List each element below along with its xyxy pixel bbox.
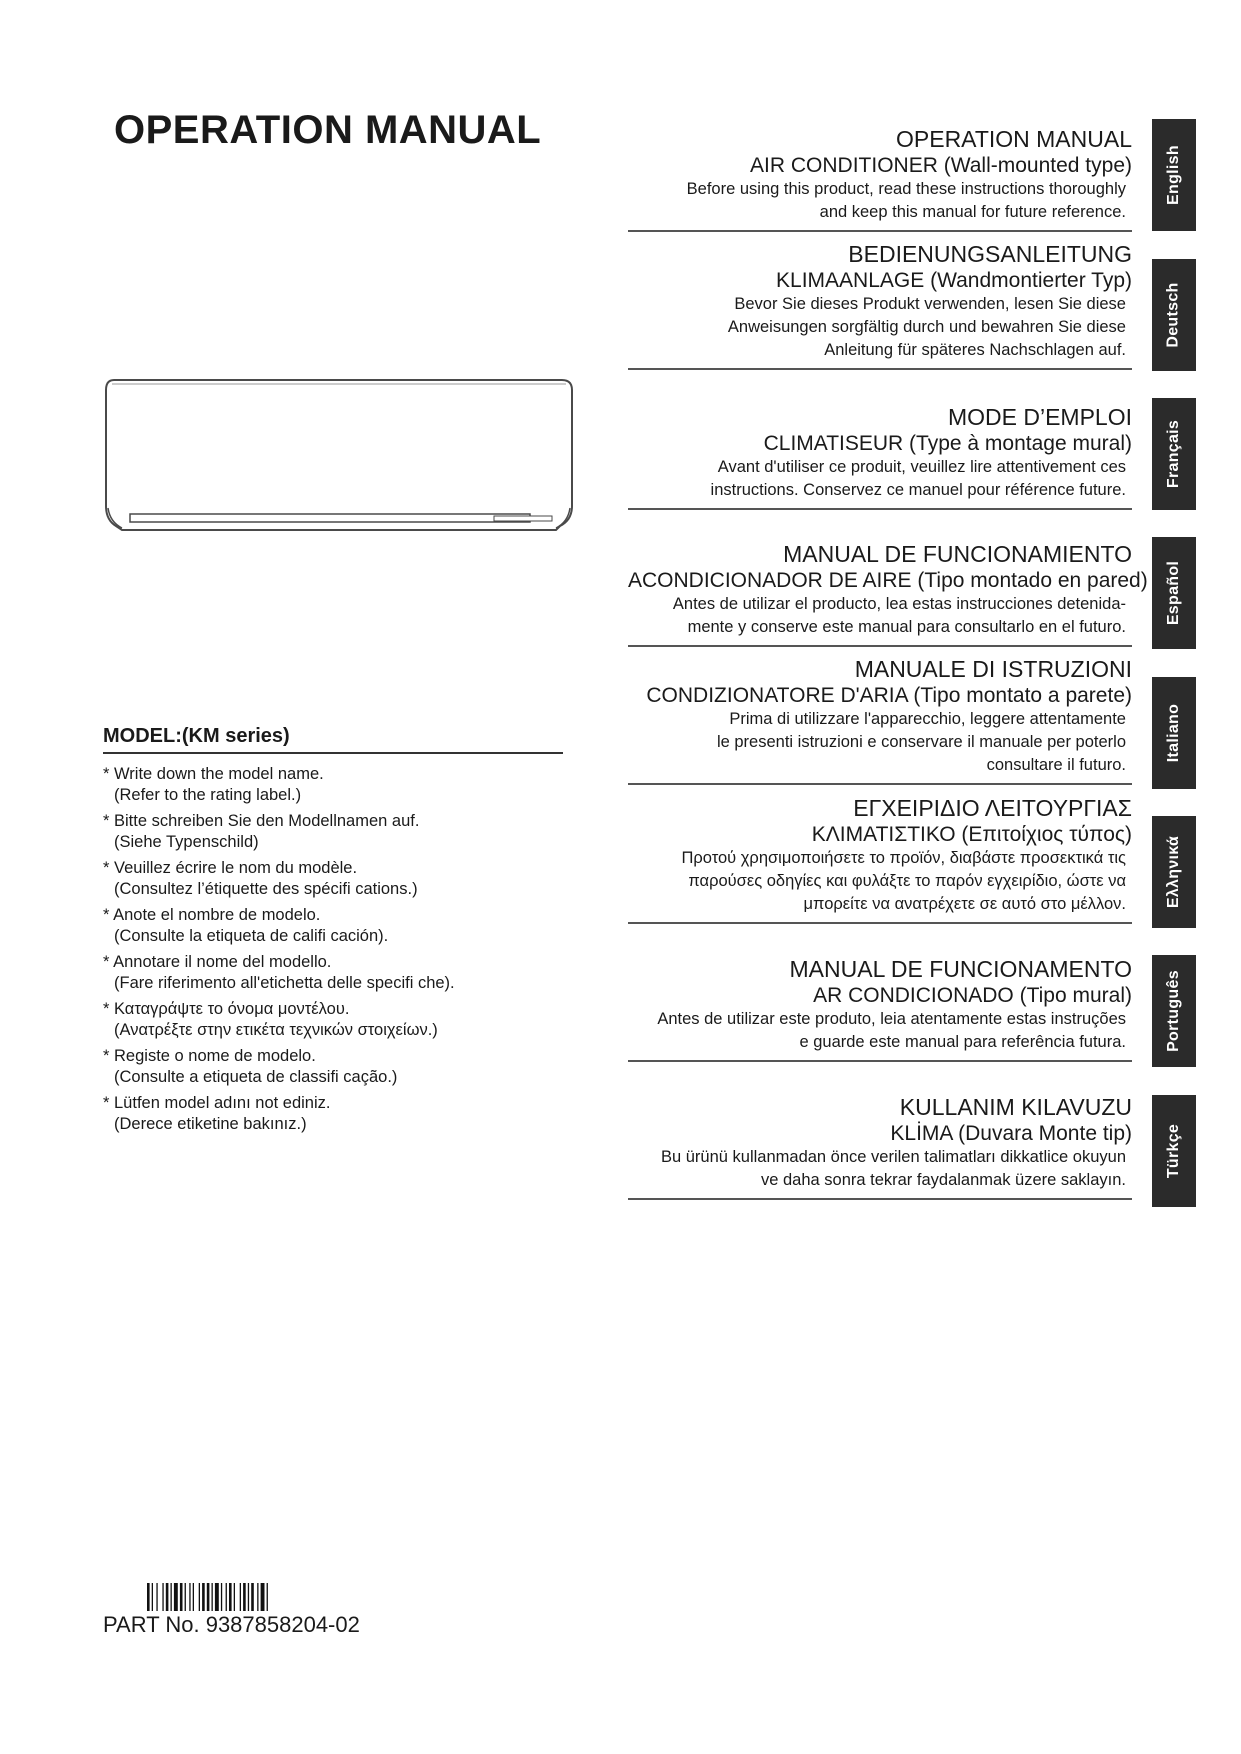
section-francais [628, 404, 1132, 510]
barcode-bar [215, 1583, 219, 1611]
section-subtitle: AIR CONDITIONER (Wall-mounted type) [750, 154, 1132, 177]
model-note [103, 1046, 573, 1087]
section-title: MANUALE DI ISTRUZIONI [854, 656, 1132, 682]
tab-francais[interactable] [1152, 398, 1196, 510]
barcode-bar [193, 1583, 194, 1611]
note-reference: (Refer to the rating label.) [114, 785, 302, 804]
barcode-bar [257, 1583, 258, 1611]
tab-portugues[interactable] [1152, 955, 1196, 1067]
barcode-bar [234, 1583, 235, 1611]
model-note [103, 764, 573, 805]
barcode-bar [240, 1583, 241, 1611]
section-title: MANUAL DE FUNCIONAMIENTO [783, 541, 1132, 567]
section-ellinika [628, 795, 1132, 924]
section-description [628, 1146, 1132, 1192]
tab-deutsch[interactable] [1152, 259, 1196, 371]
section-title: MODE D’EMPLOI [947, 404, 1132, 430]
section-description [628, 708, 1132, 777]
part-number: PART No. 9387858204-02 [103, 1612, 360, 1637]
desc-line: and keep this manual for future reference. [819, 203, 1126, 221]
note-instruction: * Annotare il nome del modello. [103, 953, 332, 971]
barcode-bar [226, 1583, 227, 1611]
note-instruction: * Καταγράψτε το όνομα μοντέλου. [103, 1000, 350, 1018]
section-title: OPERATION MANUAL [896, 126, 1132, 152]
section-description [628, 593, 1132, 639]
note-instruction: * Anote el nombre de modelo. [103, 906, 321, 924]
tab-turkce[interactable] [1152, 1095, 1196, 1207]
desc-line: μπορείτε να ανατρέχετε σε αυτό στο μέλλον. [803, 895, 1126, 913]
section-description [628, 293, 1132, 362]
section-title: MANUAL DE FUNCIONAMENTO [789, 956, 1132, 982]
note-instruction: * Bitte schreiben Sie den Modellnamen auf. [103, 812, 420, 830]
model-note [103, 905, 573, 946]
barcode-bar [199, 1583, 200, 1611]
desc-line: Prima di utilizzare l'apparecchio, leggere attentamente [729, 710, 1126, 728]
barcode-bar [207, 1583, 210, 1611]
note-reference: (Fare riferimento all'etichetta delle specifi che). [114, 973, 455, 992]
section-title: KULLANIM KILAVUZU [899, 1094, 1132, 1120]
barcode-bar [166, 1583, 169, 1611]
tab-ellinika[interactable] [1152, 816, 1196, 928]
tab-label: Português [1165, 970, 1183, 1052]
desc-line: Avant d'utiliser ce produit, veuillez lire attentivement ces [717, 458, 1126, 476]
tab-espanol[interactable] [1152, 537, 1196, 649]
note-instruction: * Registe o nome de modelo. [103, 1047, 316, 1065]
tab-label: Deutsch [1165, 282, 1183, 348]
tab-label: Türkçe [1165, 1123, 1182, 1179]
barcode-bar [156, 1583, 157, 1611]
barcode-bar [251, 1583, 254, 1611]
barcode-bar [171, 1583, 172, 1611]
barcode-bar [147, 1583, 150, 1611]
section-english [628, 126, 1132, 232]
desc-line: ve daha sonra tekrar faydalanmak üzere saklayın. [760, 1171, 1126, 1189]
model-heading: MODEL:(KM series) [103, 725, 563, 754]
section-title: ΕΓΧΕΙΡΙΔΙΟ ΛΕΙΤΟΥΡΓΙΑΣ [853, 795, 1132, 821]
section-description [628, 847, 1132, 916]
note-instruction: * Veuillez écrire le nom du modèle. [103, 859, 358, 877]
section-subtitle: KLİMA (Duvara Monte tip) [890, 1122, 1132, 1145]
barcode-bar [229, 1583, 232, 1611]
note-reference: (Siehe Typenschild) [114, 832, 259, 851]
barcode-bar [267, 1583, 268, 1611]
desc-line: Before using this product, read these instructions thoroughly [686, 180, 1126, 198]
barcode-bar [174, 1583, 178, 1611]
note-instruction: * Lütfen model adını not ediniz. [103, 1094, 331, 1112]
barcode-bar [180, 1583, 183, 1611]
tab-label: Español [1165, 560, 1182, 626]
desc-line: e guarde este manual para referência futura. [799, 1033, 1126, 1051]
note-reference: (Derece etiketine bakınız.) [114, 1114, 307, 1133]
model-note [103, 1093, 573, 1134]
tab-italiano[interactable] [1152, 677, 1196, 789]
note-reference: (Ανατρέξτε στην ετικέτα τεχνικών στοιχείων.) [114, 1020, 438, 1039]
document-title: OPERATION MANUAL [114, 108, 542, 152]
model-notes [103, 764, 573, 1140]
barcode-bar [221, 1583, 222, 1611]
barcode-bar [261, 1583, 265, 1611]
model-note [103, 952, 573, 993]
tab-label: English [1165, 145, 1183, 205]
desc-line: consultare il futuro. [986, 756, 1126, 774]
barcode-icon [147, 1583, 317, 1611]
section-espanol [628, 541, 1148, 647]
unit-body [106, 380, 572, 530]
section-subtitle: CLIMATISEUR (Type à montage mural) [763, 432, 1132, 455]
note-instruction: * Write down the model name. [103, 765, 324, 783]
desc-line: instructions. Conservez ce manuel pour référence future. [710, 481, 1126, 499]
barcode-bar [248, 1583, 249, 1611]
desc-line: mente y conserve este manual para consultarlo en el futuro. [687, 618, 1126, 636]
desc-line: Antes de utilizar el producto, lea estas instrucciones detenida- [672, 595, 1126, 613]
section-subtitle: AR CONDICIONADO (Tipo mural) [813, 984, 1132, 1007]
barcode-bar [189, 1583, 190, 1611]
section-portugues [628, 956, 1132, 1062]
model-note [103, 858, 573, 899]
tab-label: Ελληνικά [1165, 835, 1182, 909]
barcode-bar [212, 1583, 213, 1611]
desc-line: Antes de utilizar este produto, leia atentamente estas instruções [657, 1010, 1126, 1028]
desc-line: Bu ürünü kullanmadan önce verilen talimatları dikkatlice okuyun [660, 1148, 1126, 1166]
desc-line: παρούσες οδηγίες και φυλάξτε το παρόν εγχειρίδιο, ώστε να [688, 872, 1126, 890]
note-reference: (Consultez l’étiquette des spécifi cations.) [114, 879, 418, 898]
tab-label: Français [1165, 419, 1182, 489]
section-turkce [628, 1094, 1132, 1200]
section-description [628, 456, 1132, 502]
air-conditioner-illustration [104, 378, 574, 534]
unit-display-panel [494, 516, 552, 521]
section-subtitle: CONDIZIONATORE D'ARIA (Tipo montato a parete) [646, 684, 1132, 707]
section-title: BEDIENUNGSANLEITUNG [848, 241, 1132, 267]
barcode-bar [185, 1583, 186, 1611]
barcode-bar [162, 1583, 163, 1611]
barcode-bar [202, 1583, 205, 1611]
section-subtitle: KLIMAANLAGE (Wandmontierter Typ) [776, 269, 1132, 292]
desc-line: Anweisungen sorgfältig durch und bewahren Sie diese [727, 318, 1126, 336]
note-reference: (Consulte la etiqueta de califi cación). [114, 926, 389, 945]
section-description [628, 1008, 1132, 1054]
desc-line: Bevor Sie dieses Produkt verwenden, lesen Sie diese [734, 295, 1126, 313]
section-deutsch [628, 241, 1132, 370]
model-note [103, 999, 573, 1040]
section-subtitle: ΚΛΙΜΑΤΙΣΤΙΚΟ (Επιτοίχιος τύπος) [811, 823, 1132, 846]
barcode-bar [152, 1583, 153, 1611]
section-description [628, 178, 1132, 224]
note-reference: (Consulte a etiqueta de classifi cação.) [114, 1067, 398, 1086]
tab-english[interactable] [1152, 119, 1196, 231]
unit-louver [130, 514, 530, 522]
desc-line: le presenti istruzioni e conservare il manuale per poterlo [716, 733, 1126, 751]
desc-line: Προτού χρησιμοποιήσετε το προϊόν, διαβάστε προσεκτικά τις [681, 849, 1126, 867]
tab-label: Italiano [1165, 703, 1183, 763]
desc-line: Anleitung für späteres Nachschlagen auf. [824, 341, 1126, 359]
model-note [103, 811, 573, 852]
section-italiano [628, 656, 1132, 785]
barcode-bar [243, 1583, 246, 1611]
section-subtitle: ACONDICIONADOR DE AIRE (Tipo montado en pared) [628, 569, 1148, 592]
